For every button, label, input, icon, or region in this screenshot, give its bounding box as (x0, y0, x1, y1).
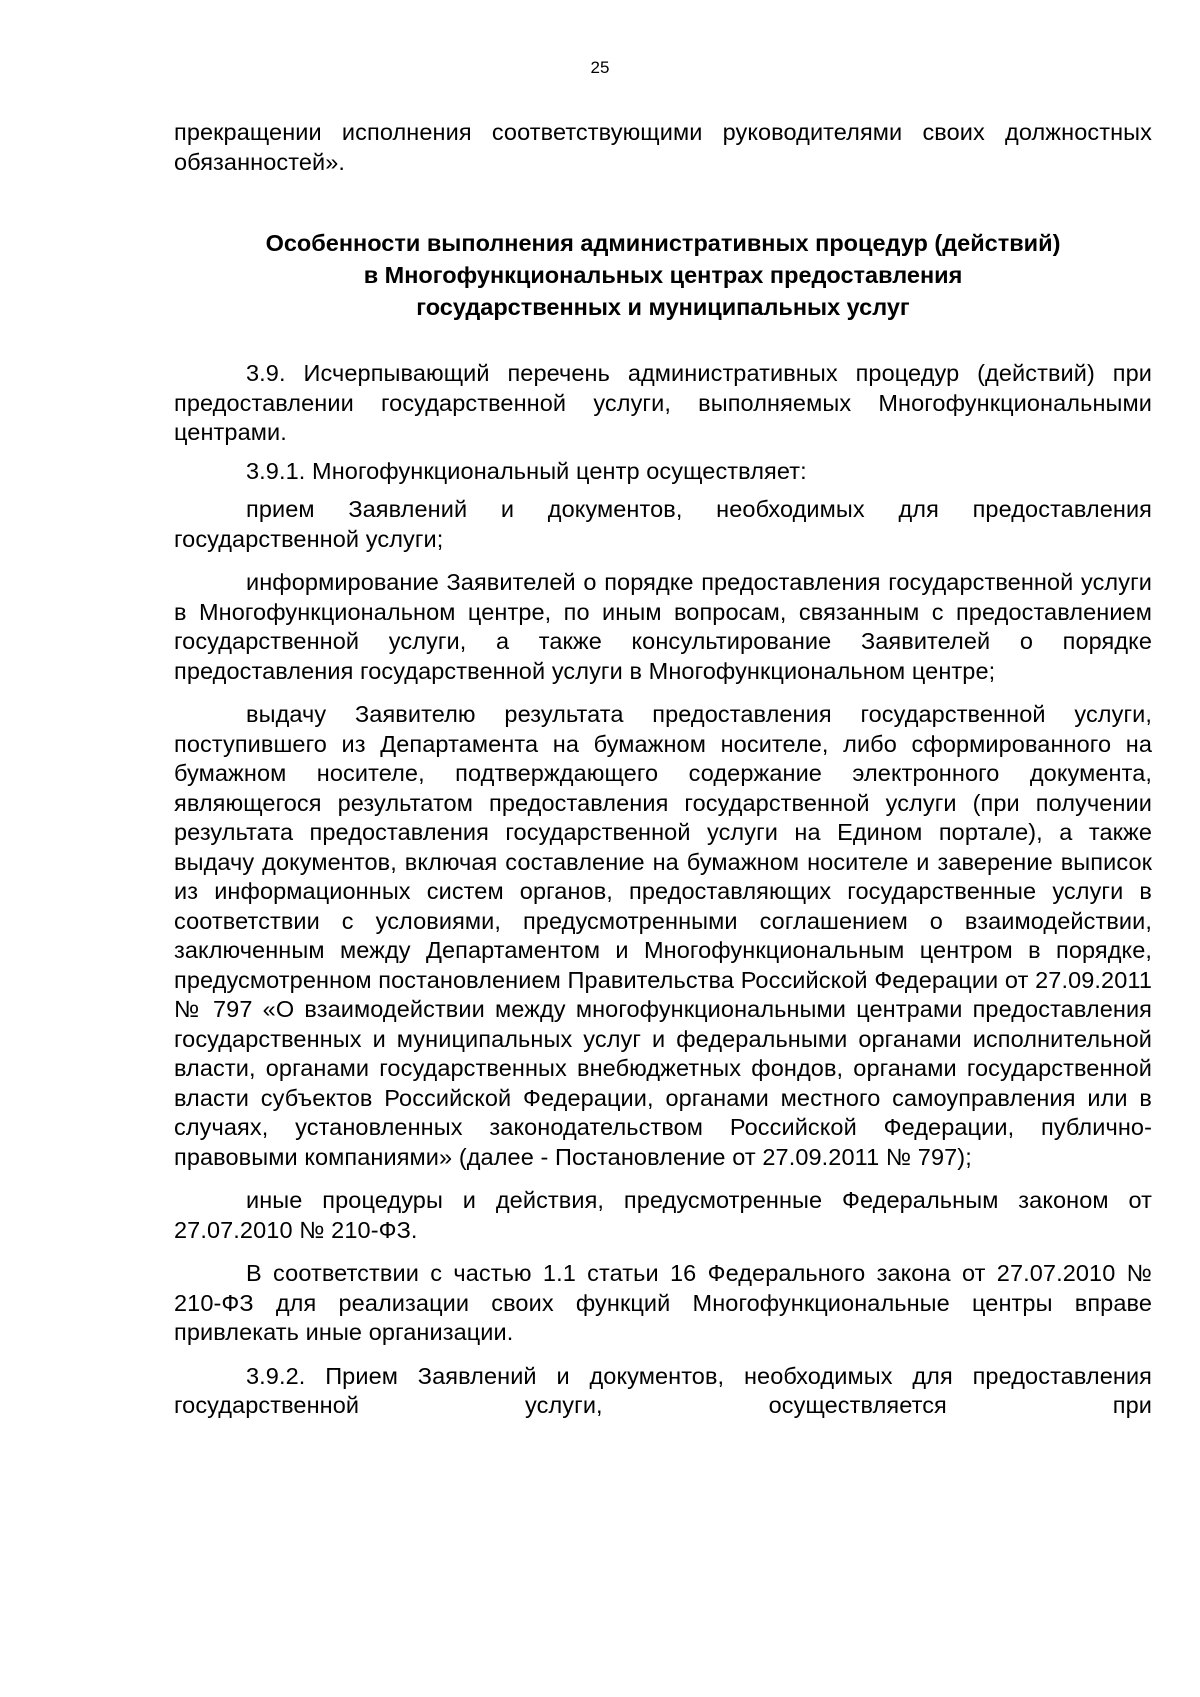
section-heading (174, 227, 1152, 323)
paragraph-3-9-2: 3.9.2. Прием Заявлений и документов, необходимых для предоставления государственной услуги, осуществляется при (174, 1362, 1152, 1418)
document-body (174, 118, 1152, 1421)
paragraph-other-procedures: иные процедуры и действия, предусмотренные Федеральным законом от 27.07.2010 № 210-ФЗ. (174, 1187, 1152, 1243)
section-heading-line-3: государственных и муниципальных услуг (416, 294, 910, 320)
paragraph-reception: прием Заявлений и документов, необходимых для предоставления государственной услуги; (174, 496, 1152, 552)
section-heading-line-2: в Многофункциональных центрах предоставления (363, 262, 963, 288)
paragraph-informing: информирование Заявителей о порядке предоставления государственной услуги в Многофункциональном центре, по иным вопросам, связанным с предоставлением государственной услуги, а также консультирование Заявителей о порядке предоставления государственной услуги в Многофункциональном центре; (174, 569, 1152, 684)
heading-spacer (174, 323, 1152, 359)
continuation-paragraph: прекращении исполнения соответствующими руководителями своих должностных обязанностей». (174, 119, 1152, 175)
page-number: 25 (590, 58, 610, 77)
paragraph-issuance: выдачу Заявителю результата предоставления государственной услуги, поступившего из Департамента на бумажном носителе, либо сформированного на бумажном носителе, подтверждающего содержание электронного документа, являющегося результатом предоставления государственной услуги (при получении результата предоставления государственной услуги на Едином портале), а также выдачу документов, включая составление на бумажном носителе и заверение выписок из информационных систем органов, предоставляющих государственные услуги в соответствии с условиями, предусмотренными соглашением о взаимодействии, заключенным между Департаментом и Многофункциональным центром в порядке, предусмотренном постановлением Правительства Российской Федерации от 27.09.2011 № 797 «О взаимодействии между многофункциональными центрами предоставления государственных и муниципальных услуг и федеральными органами исполнительной власти, органами государственных внебюджетных фондов, органами государственной власти субъектов Российской Федерации, органами местного самоуправления или в случаях, установленных законодательством Российской Федерации, публично-правовыми компаниями» (далее - Постановление от 27.09.2011 № 797); (174, 701, 1152, 1170)
section-heading-line-1: Особенности выполнения административных процедур (действий) (265, 230, 1061, 256)
paragraph-other-organizations: В соответствии с частью 1.1 статьи 16 Федерального закона от 27.07.2010 № 210-ФЗ для реализации своих функций Многофункциональные центры вправе привлекать иные организации. (174, 1260, 1152, 1345)
paragraph-3-9-1: 3.9.1. Многофункциональный центр осуществляет: (246, 457, 807, 484)
paragraph-3-9: 3.9. Исчерпывающий перечень административных процедур (действий) при предоставлении государственной услуги, выполняемых Многофункциональными центрами. (174, 360, 1152, 445)
